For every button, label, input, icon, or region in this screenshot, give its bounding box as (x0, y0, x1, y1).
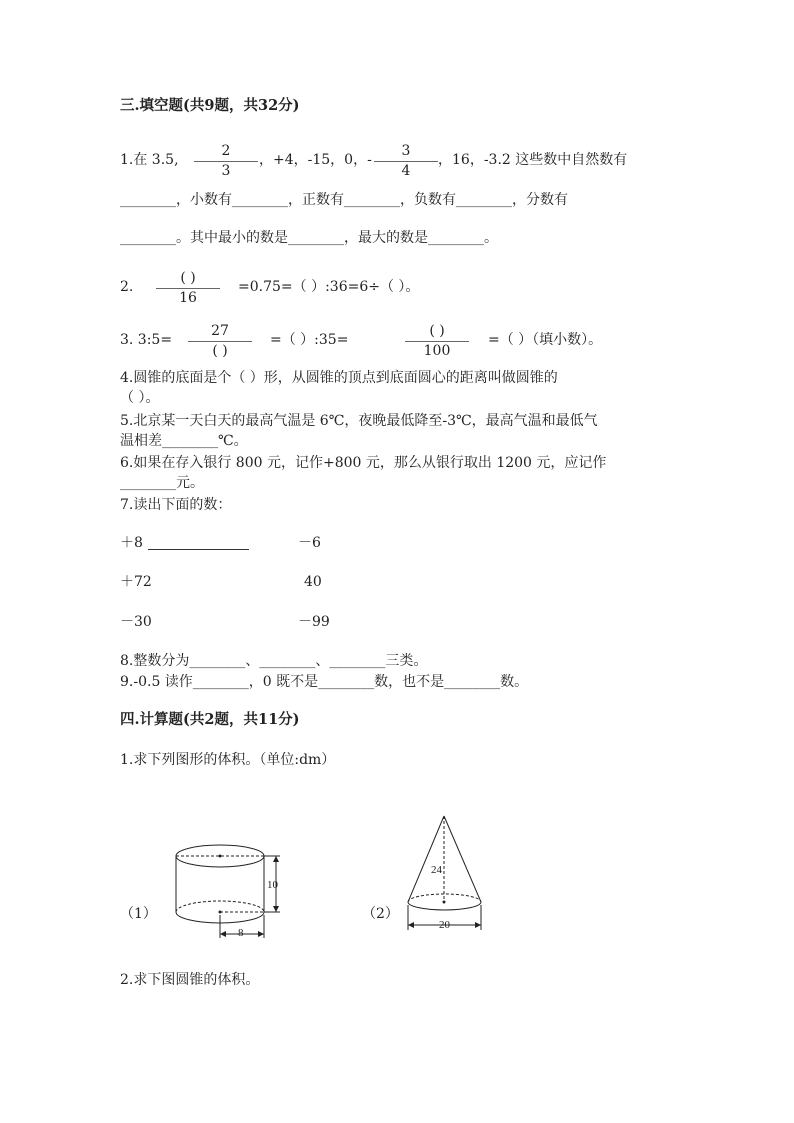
q1-line2: ________，小数有________，正数有________，负数有________，分数有 (120, 192, 568, 208)
cone-height-label: 24 (431, 864, 442, 876)
arrow-left (220, 931, 226, 937)
q2-label: 2. (120, 279, 134, 295)
q1-suffix: ，16，-3.2 这些数中自然数有 (438, 152, 628, 168)
q3-fraction-2-denominator: 100 (423, 343, 451, 359)
q1-fraction-1-denominator: 3 (221, 163, 231, 179)
arrow-up (273, 856, 279, 862)
section3-heading: 三.填空题(共9题，共32分) (120, 97, 300, 114)
q1-prefix: 1.在 3.5, (120, 152, 179, 168)
q3-fraction-2-numerator: ( ) (429, 323, 445, 339)
radius-label: 8 (238, 927, 244, 939)
arrow-down (273, 906, 279, 912)
section4-q2: 2.求下图圆锥的体积。 (120, 972, 260, 988)
q8-text: 8.整数分为________、________、________三类。 (120, 653, 428, 669)
arrow-right (258, 931, 264, 937)
fraction-bar (405, 341, 469, 342)
q4-line1: 4.圆锥的底面是个（ ）形，从圆锥的顶点到底面圆心的距离叫做圆锥的 (120, 370, 558, 386)
q4-line2: （ ）。 (120, 390, 160, 406)
cone-left-edge (408, 816, 444, 902)
fraction-bar (374, 161, 438, 162)
cone-figure (398, 810, 490, 934)
arrow-left (408, 922, 414, 928)
fraction-bar (194, 161, 258, 162)
q7-item-3-left: －30 (120, 614, 152, 630)
q2-fraction (156, 270, 220, 307)
section4-q1: 1.求下列图形的体积。（单位:dm） (120, 752, 336, 768)
q1-mid: ，+4，-15，0，- (259, 152, 372, 168)
q3-fraction-1-denominator: ( ) (212, 343, 228, 359)
cylinder-figure (160, 830, 290, 942)
q1-fraction-1 (194, 143, 258, 180)
q7-item-2-right: 40 (304, 574, 322, 590)
q1-fraction-2-numerator: 3 (401, 143, 411, 159)
q7-item-1-left: ＋8 (120, 535, 143, 551)
cone-base-center (443, 901, 446, 904)
cone-right-edge (444, 816, 481, 902)
q7-item-1-right: －6 (298, 535, 321, 551)
height-label: 10 (267, 879, 278, 891)
q7-item-2-left: ＋72 (120, 574, 152, 590)
arrow-right (475, 922, 481, 928)
q1-line3: ________。其中最小的数是________，最大的数是________。 (120, 230, 498, 246)
q3-prefix: 3. 3:5= (120, 332, 173, 348)
q1-fraction-1-numerator: 2 (221, 143, 231, 159)
q3-mid: =（ ）:35= (270, 332, 349, 348)
cylinder-bottom-center (219, 911, 222, 914)
q5-line1: 5.北京某一天白天的最高气温是 6℃，夜晚最低降至-3℃，最高气温和最低气 (120, 413, 598, 429)
q3-rest: =（ ）（填小数）。 (488, 332, 603, 348)
q7-item-3-right: －99 (298, 614, 330, 630)
q3-fraction-1-numerator: 27 (211, 323, 229, 339)
q3-fraction-1 (188, 323, 252, 360)
q5-line2: 温相差________℃。 (120, 433, 248, 449)
section4-heading: 四.计算题(共2题，共11分) (120, 711, 300, 728)
cone-diameter-label: 20 (439, 919, 450, 931)
q1-fraction-2 (374, 143, 438, 180)
q2-fraction-numerator: ( ) (180, 270, 196, 286)
q2-fraction-denominator: 16 (179, 290, 197, 306)
q6-line2: ________元。 (120, 475, 204, 491)
fraction-bar (188, 341, 252, 342)
q3-fraction-2 (405, 323, 469, 360)
q2-rest: =0.75=（ ）:36=6÷（ ）。 (238, 279, 420, 295)
fraction-bar (156, 288, 220, 289)
figure-2-label: （2） (362, 906, 399, 922)
q7-item-1-answer-line (148, 549, 249, 550)
q1-fraction-2-denominator: 4 (401, 163, 411, 179)
figure-1-label: （1） (120, 906, 157, 922)
cylinder-bottom-back-arc (176, 901, 264, 912)
q6-line1: 6.如果在存入银行 800 元，记作+800 元，那么从银行取出 1200 元，应记作 (120, 455, 607, 471)
q9-text: 9.-0.5 读作________，0 既不是________数，也不是________数。 (120, 674, 529, 690)
cylinder-top-center (219, 855, 222, 858)
q7-title: 7.读出下面的数： (120, 497, 232, 513)
